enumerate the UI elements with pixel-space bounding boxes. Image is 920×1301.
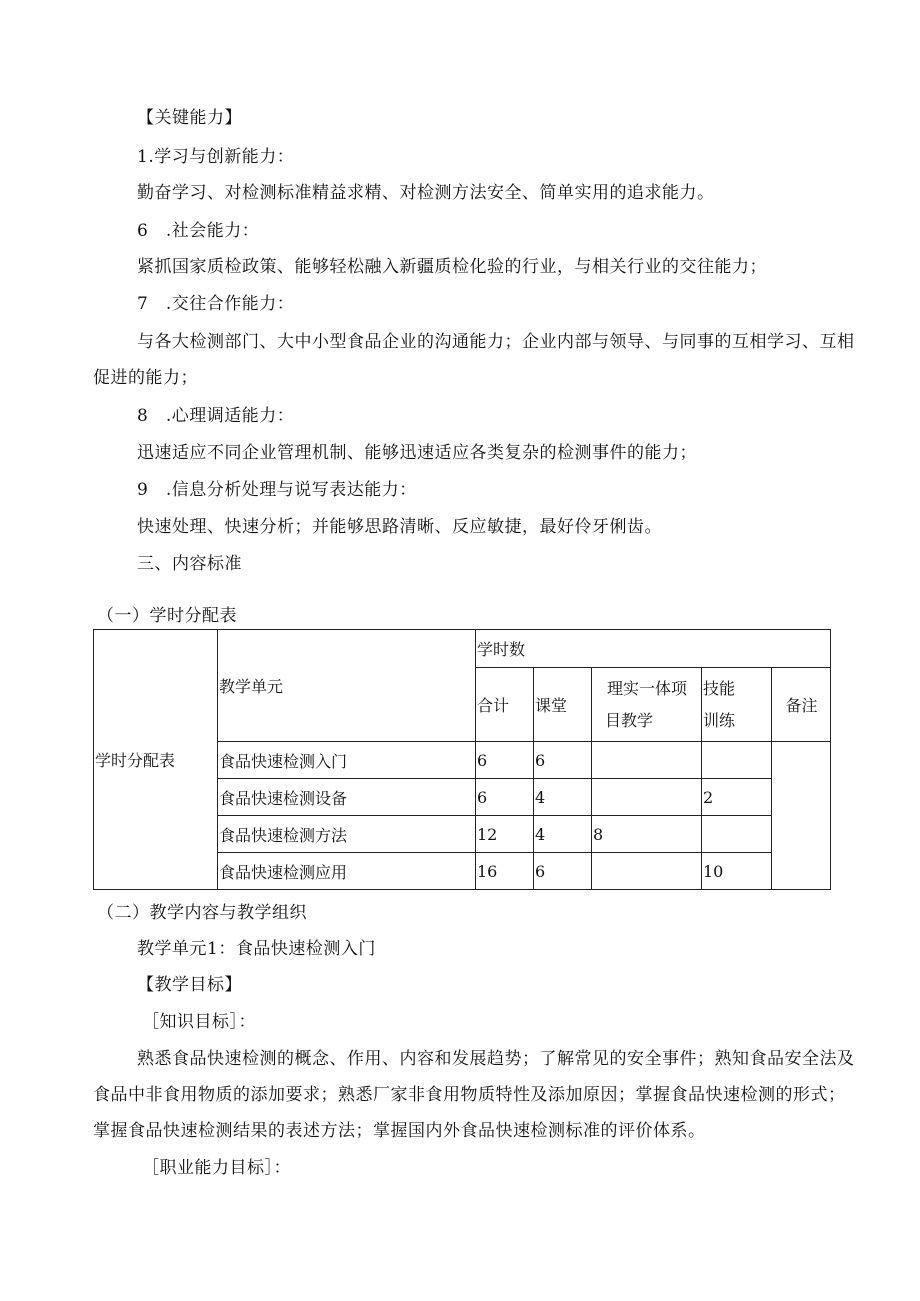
classroom-cell: 6: [534, 853, 592, 890]
col-total-label: 合计: [477, 696, 510, 715]
ability-7-body-line2: 促进的能力；: [93, 368, 198, 388]
ability-9-title: 9 .信息分析处理与说写表达能力：: [137, 480, 417, 500]
classroom-cell: 4: [534, 816, 592, 853]
col-integrated-label-2: 目教学: [605, 710, 654, 730]
ability-6-title: 6 .社会能力：: [137, 221, 260, 241]
ability-1-title: 1.学习与创新能力：: [137, 147, 295, 167]
classroom-cell: 6: [534, 742, 592, 779]
hours-header-cell: [476, 630, 831, 668]
col-remark-label: 备注: [785, 696, 818, 715]
career-goal-heading: ［职业能力目标］：: [142, 1158, 291, 1178]
knowledge-goal-line1: 熟悉食品快速检测的概念、作用、内容和发展趋势；了解常见的安全事件；熟知食品安全法及: [137, 1049, 855, 1069]
total-cell: 6: [476, 742, 534, 779]
ability-7-body-line1: 与各大检测部门、大中小型食品企业的沟通能力；企业内部与领导、与同事的互相学习、互相: [137, 332, 855, 352]
unit-cell: 食品快速检测方法: [218, 816, 476, 853]
ability-6-body: 紧抓国家质检政策、能够轻松融入新疆质检化验的行业，与相关行业的交往能力；: [137, 257, 767, 277]
skill-cell: [702, 742, 772, 779]
knowledge-goal-line3: 掌握食品快速检测结果的表述方法；掌握国内外食品快速检测标准的评价体系。: [93, 1121, 706, 1141]
skill-cell: 10: [702, 853, 772, 890]
section-two-heading: （二）教学内容与教学组织: [97, 903, 307, 923]
knowledge-goal-line2: 食品中非食用物质的添加要求；熟悉厂家非食用物质特性及添加原因；掌握食品快速检测的形式；: [93, 1085, 846, 1105]
hours-allocation-table: [93, 629, 831, 890]
hours-header: 学时数: [477, 640, 526, 659]
total-cell: 6: [476, 779, 534, 816]
knowledge-goal-heading: ［知识目标］：: [142, 1012, 256, 1032]
col-skill: [702, 668, 772, 742]
integrated-cell: 8: [592, 816, 702, 853]
col-classroom-label: 课堂: [535, 696, 568, 715]
row-label: 学时分配表: [95, 751, 176, 770]
ability-7-title: 7 .交往合作能力：: [137, 294, 295, 314]
col-integrated-label-1: 理实一体项: [606, 678, 687, 698]
unit-header-cell: [218, 630, 476, 742]
teaching-goal-heading: 【教学目标】: [137, 975, 242, 995]
ability-8-body: 迅速适应不同企业管理机制、能够迅速适应各类复杂的检测事件的能力；: [137, 443, 697, 463]
remark-cell: [772, 742, 831, 890]
col-total: [476, 668, 534, 742]
total-cell: 12: [476, 816, 534, 853]
section-three-heading: 三、内容标准: [137, 554, 242, 574]
integrated-cell: [592, 853, 702, 890]
col-remark: [772, 668, 831, 742]
col-skill-label-1: 技能: [703, 678, 736, 698]
col-skill-label-2: 训练: [703, 710, 736, 730]
key-ability-heading: 【关键能力】: [137, 108, 242, 128]
skill-cell: 2: [702, 779, 772, 816]
unit-cell: 食品快速检测应用: [218, 853, 476, 890]
unit-cell: 食品快速检测入门: [218, 742, 476, 779]
skill-cell: [702, 816, 772, 853]
row-label-cell: [94, 630, 218, 890]
integrated-cell: [592, 742, 702, 779]
total-cell: 16: [476, 853, 534, 890]
unit-1-title: 教学单元1：食品快速检测入门: [137, 939, 376, 959]
classroom-cell: 4: [534, 779, 592, 816]
hours-table-caption: （一）学时分配表: [97, 606, 237, 626]
unit-cell: 食品快速检测设备: [218, 779, 476, 816]
unit-header: 教学单元: [219, 677, 284, 696]
col-classroom: [534, 668, 592, 742]
col-integrated: [592, 668, 702, 742]
integrated-cell: [592, 779, 702, 816]
ability-8-title: 8 .心理调适能力：: [137, 406, 295, 426]
ability-1-body: 勤奋学习、对检测标准精益求精、对检测方法安全、简单实用的追求能力。: [137, 183, 715, 203]
ability-9-body: 快速处理、快速分析；并能够思路清晰、反应敏捷，最好伶牙俐齿。: [137, 517, 662, 537]
